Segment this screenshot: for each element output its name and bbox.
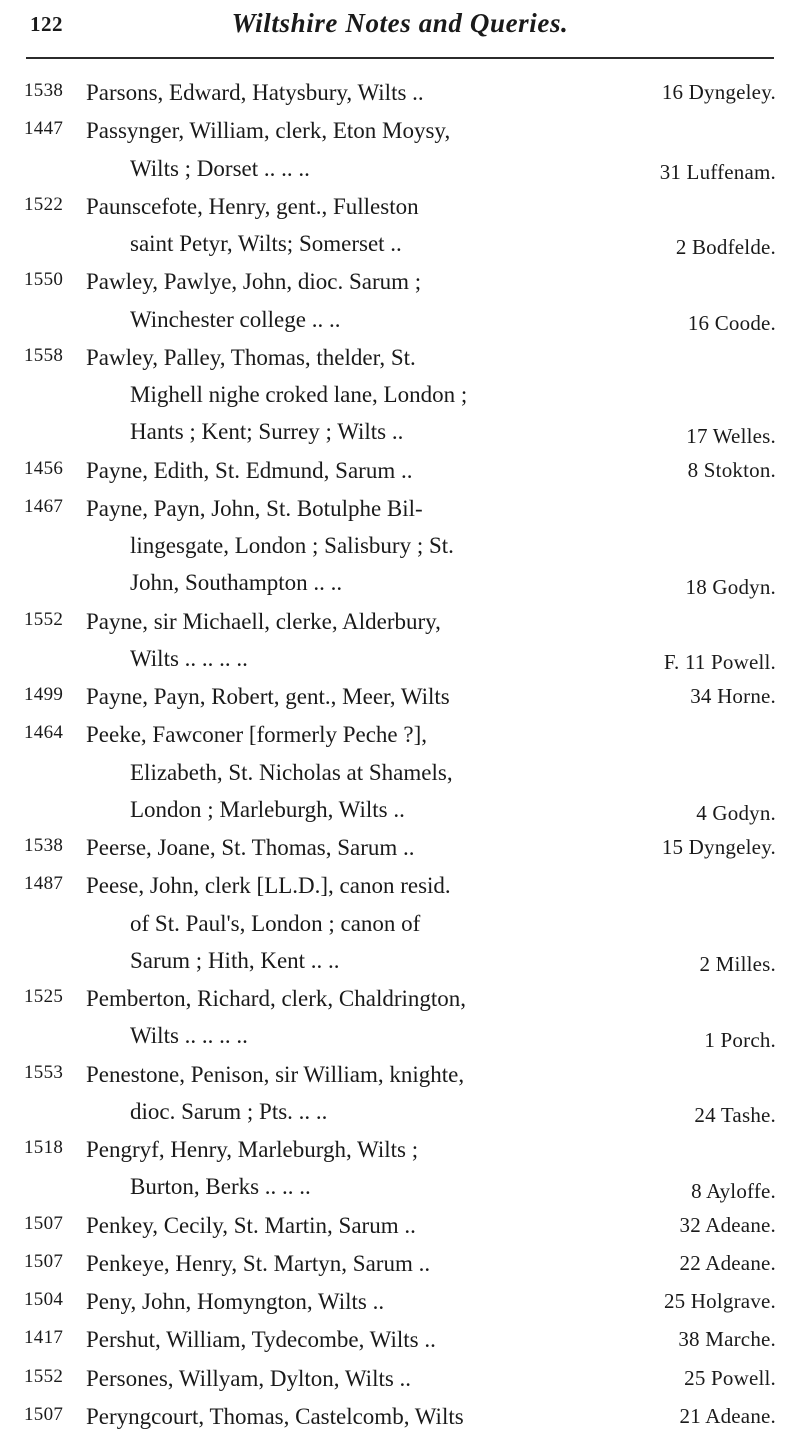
index-entry (24, 263, 776, 338)
entry-text (86, 1283, 608, 1320)
entry-reference: 8 Ayloffe. (691, 1178, 776, 1203)
entry-text (86, 490, 608, 602)
entry-reference: F. 11 Powell. (663, 650, 776, 674)
index-entry (24, 1321, 776, 1358)
entry-reference: 8 Stokton. (687, 457, 776, 482)
index-entry (24, 74, 776, 111)
entry-year: 1456 (24, 457, 64, 479)
entry-text-line: London ; Marleburgh, Wilts .. (130, 796, 405, 822)
entry-text-line: Pengryf, Henry, Marleburgh, Wilts ; (86, 1137, 419, 1162)
index-entry (24, 339, 776, 451)
index-entry (24, 490, 776, 602)
index-entry (24, 452, 776, 489)
entry-year: 1522 (24, 193, 64, 215)
entry-year: 1507 (24, 1212, 64, 1234)
entry-text-line: Persones, Willyam, Dylton, Wilts .. (86, 1365, 412, 1391)
entry-year: 1552 (24, 1365, 64, 1387)
entry-text-line: Payne, Payn, Robert, gent., Meer, Wilts (86, 684, 450, 709)
entry-reference: 16 Coode. (687, 310, 776, 335)
entry-text (86, 339, 608, 451)
entry-reference: 22 Adeane. (679, 1250, 776, 1275)
entry-text-line: Sarum ; Hith, Kent .. .. (130, 947, 340, 973)
entry-text-line: Pershut, William, Tydecombe, Wilts .. (86, 1327, 436, 1353)
entry-year: 1550 (24, 269, 64, 291)
index-entry (24, 867, 776, 979)
entry-text-line: Wilts ; Dorset .. .. .. (130, 155, 310, 181)
entry-reference: 17 Welles. (686, 423, 776, 448)
index-entry (24, 980, 776, 1055)
entry-text-line: Payne, sir Michaell, clerke, Alderbury, (86, 608, 441, 634)
entry-text (86, 678, 608, 715)
entry-year: 1417 (24, 1327, 64, 1349)
entry-text (86, 263, 608, 338)
entry-text-line: Paunscefote, Henry, gent., Fulleston (86, 193, 419, 219)
entry-text-line: Pawley, Palley, Thomas, thelder, St. (86, 344, 416, 370)
entry-year: 1558 (24, 344, 64, 366)
entry-text (86, 716, 608, 828)
entry-reference: 34 Horne. (690, 684, 776, 708)
entry-text-line: Wilts .. .. .. .. (130, 645, 248, 671)
entry-year: 1447 (24, 118, 64, 140)
entry-text-line: Parsons, Edward, Hatysbury, Wilts .. (86, 80, 424, 105)
entry-text (86, 1245, 608, 1282)
folio-number: 122 (30, 12, 63, 36)
entry-reference: 18 Godyn. (685, 574, 776, 599)
entry-text (86, 603, 608, 678)
index-entry (24, 829, 776, 866)
entry-text-line: lingesgate, London ; Salisbury ; St. (130, 533, 454, 558)
entry-reference: 4 Godyn. (696, 801, 776, 825)
entry-text-line: Penkeye, Henry, St. Martyn, Sarum .. (86, 1250, 431, 1276)
entry-text-line: Peny, John, Homyngton, Wilts .. (86, 1289, 385, 1314)
entry-text-line: Payne, Payn, John, St. Botulphe Bil- (86, 495, 423, 521)
entry-text (86, 1131, 608, 1206)
index-entry-list (0, 62, 800, 1435)
entry-text-line: Wilts .. .. .. .. (130, 1023, 248, 1049)
entry-text-line: Elizabeth, St. Nicholas at Shamels, (130, 759, 453, 785)
entry-reference: 2 Milles. (699, 952, 776, 976)
entry-text (86, 1056, 608, 1131)
entry-text (86, 1321, 608, 1358)
running-title: Wiltshire Notes and Queries. (231, 8, 569, 38)
index-entry (24, 603, 776, 678)
entry-text-line: Pemberton, Richard, clerk, Chaldrington, (86, 986, 467, 1011)
entry-reference: 31 Luffenam. (659, 159, 776, 184)
entry-year: 1538 (24, 80, 64, 101)
index-entry (24, 1283, 776, 1320)
entry-text-line: saint Petyr, Wilts; Somerset .. (130, 231, 402, 256)
entry-year: 1499 (24, 684, 64, 705)
entry-reference: 32 Adeane. (679, 1212, 776, 1237)
entry-text-line: Pawley, Pawlye, John, dioc. Sarum ; (86, 269, 422, 295)
entry-text-line: Penestone, Penison, sir William, knighte, (86, 1061, 465, 1087)
entry-reference: 1 Porch. (704, 1027, 776, 1052)
entry-text (86, 1207, 608, 1244)
index-entry (24, 1398, 776, 1435)
entry-text-line: Payne, Edith, St. Edmund, Sarum .. (86, 457, 413, 483)
entry-text (86, 74, 608, 111)
entry-year: 1538 (24, 835, 64, 856)
entry-text (86, 1360, 608, 1397)
entry-reference: 25 Holgrave. (663, 1289, 776, 1313)
index-entry (24, 1360, 776, 1397)
entry-year: 1525 (24, 986, 64, 1007)
entry-reference: 21 Adeane. (679, 1403, 776, 1428)
entry-text (86, 112, 608, 187)
index-entry (24, 1245, 776, 1282)
entry-year: 1518 (24, 1137, 64, 1158)
entry-text-line: of St. Paul's, London ; canon of (130, 910, 421, 936)
entry-year: 1553 (24, 1061, 64, 1083)
entry-reference: 16 Dyngeley. (661, 80, 776, 104)
entry-text-line: Peese, John, clerk [LL.D.], canon resid. (86, 873, 451, 899)
entry-reference: 2 Bodfelde. (675, 235, 776, 260)
header-rule (26, 57, 774, 59)
entry-text-line: Peryngcourt, Thomas, Castelcomb, Wilts (86, 1403, 464, 1429)
entry-year: 1507 (24, 1403, 64, 1425)
entry-text-line: Hants ; Kent; Surrey ; Wilts .. (130, 419, 404, 445)
entry-text-line: John, Southampton .. .. (130, 570, 343, 596)
entry-reference: 24 Tashe. (694, 1103, 776, 1127)
entry-text-line: Mighell nighe croked lane, London ; (130, 382, 468, 407)
entry-text (86, 188, 608, 263)
index-entry (24, 1056, 776, 1131)
entry-text-line: Winchester college .. .. (130, 306, 341, 332)
index-entry (24, 112, 776, 187)
entry-year: 1487 (24, 873, 64, 895)
entry-text (86, 1398, 608, 1435)
entry-year: 1552 (24, 608, 64, 630)
entry-text-line: Burton, Berks .. .. .. (130, 1174, 311, 1200)
entry-text-line: Peerse, Joane, St. Thomas, Sarum .. (86, 835, 415, 860)
index-entry (24, 1131, 776, 1206)
index-entry (24, 188, 776, 263)
index-entry (24, 678, 776, 715)
index-entry (24, 716, 776, 828)
entry-text (86, 980, 608, 1055)
entry-year: 1464 (24, 722, 64, 744)
entry-reference: 38 Marche. (678, 1327, 776, 1352)
index-entry (24, 1207, 776, 1244)
entry-reference: 25 Powell. (684, 1365, 776, 1390)
entry-text (86, 829, 608, 866)
entry-text (86, 452, 608, 489)
entry-year: 1504 (24, 1289, 64, 1310)
entry-text-line: dioc. Sarum ; Pts. .. .. (130, 1098, 328, 1124)
entry-year: 1507 (24, 1250, 64, 1272)
entry-text-line: Passynger, William, clerk, Eton Moysy, (86, 118, 451, 144)
entry-year: 1467 (24, 495, 64, 517)
page-header (0, 0, 800, 62)
entry-text-line: Peeke, Fawconer [formerly Peche ?], (86, 722, 428, 748)
entry-text-line: Penkey, Cecily, St. Martin, Sarum .. (86, 1212, 416, 1238)
entry-text (86, 867, 608, 979)
entry-reference: 15 Dyngeley. (661, 835, 776, 859)
